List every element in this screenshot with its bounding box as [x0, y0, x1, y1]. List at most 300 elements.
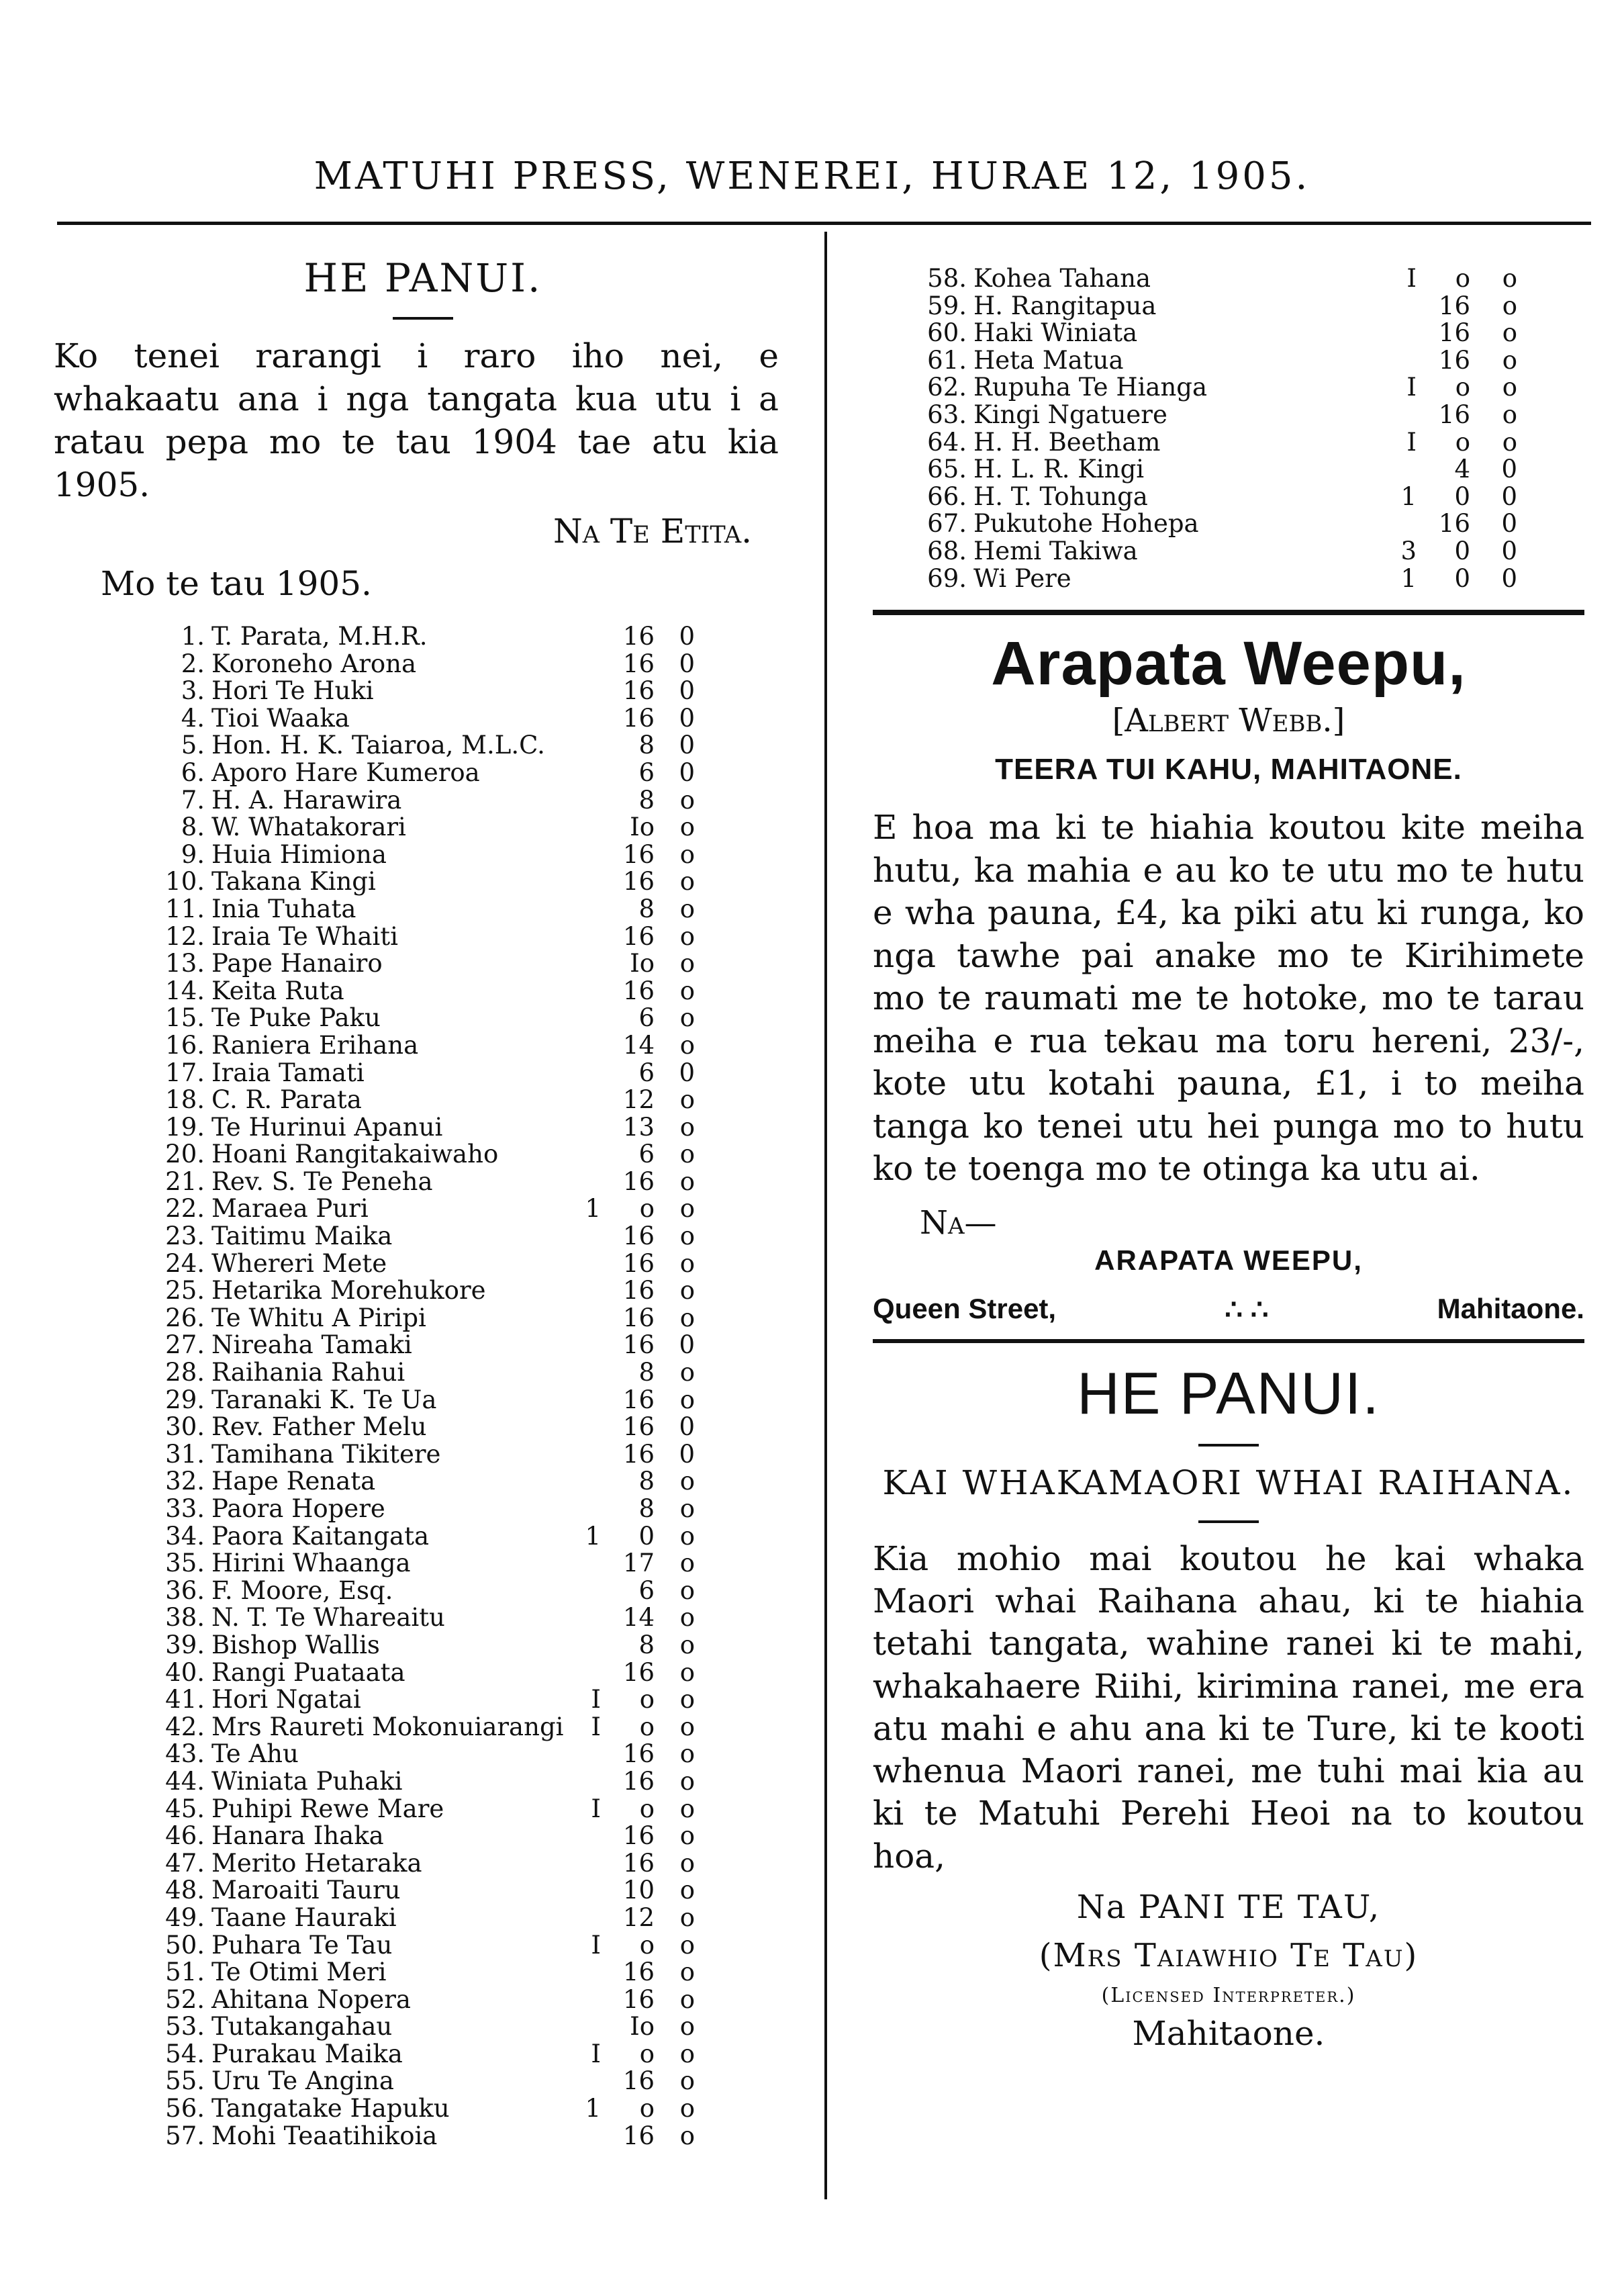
amount-shillings: 16 [1438, 291, 1470, 320]
entry-number: 5. [181, 731, 205, 760]
entry-number: 19. [165, 1112, 205, 1142]
list-row [144, 1604, 695, 1632]
ad-address-street: Queen Street, [873, 1292, 1057, 1324]
amount-pence: o [679, 1003, 695, 1033]
subscriber-name: H. Rangitapua [973, 291, 1157, 320]
list-row [900, 565, 1517, 593]
amount-shillings: 6 [638, 1058, 655, 1087]
amount-shillings: 16 [622, 1330, 655, 1360]
entry-number: 67. [927, 509, 967, 539]
subscriber-name: Uru Te Angina [211, 2066, 394, 2096]
ad-address-town: Mahitaone. [1437, 1292, 1584, 1324]
entry-number: 66. [927, 482, 967, 511]
amount-shillings: 16 [622, 1439, 655, 1469]
list-row [144, 841, 695, 869]
list-row [144, 760, 695, 787]
subscriber-name: Tioi Waaka [211, 703, 350, 733]
list-row [900, 293, 1517, 320]
subscriber-name: Hoani Rangitakaiwaho [211, 1140, 499, 1169]
list-row [144, 1277, 695, 1305]
list-row [144, 1905, 695, 1932]
entry-number: 11. [165, 894, 205, 923]
amount-pence: 0 [1501, 482, 1517, 511]
list-row [900, 265, 1517, 293]
amount-pence: o [1502, 345, 1517, 375]
list-row [144, 950, 695, 978]
amount-pounds: I [1406, 264, 1417, 293]
list-row [144, 2041, 695, 2068]
list-row [144, 1250, 695, 1278]
amount-shillings: 16 [622, 1276, 655, 1305]
list-row [144, 1223, 695, 1250]
entry-number: 2. [181, 649, 205, 678]
subscriber-name: Te Whitu A Piripi [211, 1303, 426, 1332]
subscriber-name: Hape Renata [211, 1467, 376, 1496]
amount-pence: o [679, 1712, 695, 1741]
entry-number: 46. [165, 1821, 205, 1851]
amount-pence: o [679, 1085, 695, 1115]
amount-pence: o [679, 1385, 695, 1414]
entry-number: 16. [165, 1030, 205, 1060]
amount-shillings: 16 [622, 1385, 655, 1414]
entry-number: 64. [927, 427, 967, 457]
ad-address [873, 1293, 1584, 1326]
subscriber-name: Taane Hauraki [211, 1903, 397, 1932]
entry-number: 56. [165, 2094, 205, 2123]
amount-pence: o [679, 976, 695, 1005]
subscriber-name: Inia Tuhata [211, 894, 356, 923]
subscriber-name: Hori Te Huki [211, 676, 374, 706]
list-row [144, 1686, 695, 1714]
entry-number: 23. [165, 1222, 205, 1251]
amount-pounds [574, 1141, 601, 1168]
page-header: MATUHI PRESS, WENEREI, HURAE 12, 1905. [314, 154, 1310, 198]
list-row [144, 1741, 695, 1768]
list-row [144, 1387, 695, 1414]
subscriber-name: Raihania Rahui [211, 1358, 405, 1387]
amount-pounds: I [1406, 373, 1417, 402]
amount-pounds [574, 1877, 601, 1905]
notice2-rule-2 [1198, 1520, 1259, 1523]
list-row [144, 868, 695, 896]
subscriber-name: Kohea Tahana [973, 264, 1151, 293]
notice-intro: Ko tenei rarangi i raro iho nei, e whakaatu ana i nga tangata kua utu i a ratau pepa mo te tau 1904 tae atu kia 1905. [54, 336, 779, 504]
entry-number: 17. [165, 1058, 205, 1087]
amount-shillings: 12 [622, 1085, 655, 1115]
list-row [144, 1168, 695, 1196]
amount-pence: 0 [1501, 455, 1517, 484]
amount-shillings: 16 [622, 839, 655, 869]
amount-shillings: 0 [1454, 536, 1470, 565]
amount-pence: 0 [679, 1439, 695, 1469]
list-row [900, 320, 1517, 347]
amount-pence: o [679, 949, 695, 978]
list-row [144, 1986, 695, 2014]
ad-merchant-name: Arapata Weepu, [991, 629, 1466, 698]
list-row [900, 402, 1517, 429]
amount-pounds [574, 1468, 601, 1496]
amount-pence: 0 [1501, 509, 1517, 539]
list-row [144, 1141, 695, 1168]
subscriber-name: Bishop Wallis [211, 1630, 380, 1659]
amount-pence: o [679, 1494, 695, 1523]
amount-shillings: 17 [622, 1549, 655, 1578]
amount-pence: o [679, 1685, 695, 1714]
subscriber-name: Puhara Te Tau [211, 1930, 393, 1960]
amount-pence: o [679, 1276, 695, 1305]
amount-shillings: 16 [1438, 345, 1470, 375]
subscriber-name: H. A. Harawira [211, 785, 402, 815]
entry-number: 47. [165, 1848, 205, 1878]
list-row [144, 1523, 695, 1551]
subscriber-name: Haki Winiata [973, 318, 1138, 348]
amount-pence: o [679, 2094, 695, 2123]
subscriber-name: Koroneho Arona [211, 649, 417, 678]
amount-pounds [574, 705, 601, 733]
notice2-licence: (Licensed Interpreter.) [1101, 1984, 1356, 2007]
entry-number: 35. [165, 1549, 205, 1578]
amount-pounds [1376, 293, 1417, 320]
amount-pence: o [679, 921, 695, 951]
notice-signature: Na Te Etita. [553, 512, 752, 551]
list-row [144, 1932, 695, 1960]
amount-pence: o [679, 1848, 695, 1878]
amount-shillings: o [639, 1794, 655, 1823]
amount-shillings: 16 [622, 1958, 655, 1987]
subscriber-name: Hemi Takiwa [973, 536, 1138, 565]
amount-pounds [574, 1060, 601, 1087]
amount-pounds [574, 1168, 601, 1196]
amount-pounds: 1 [585, 1194, 601, 1224]
entry-number: 48. [165, 1876, 205, 1905]
amount-pence: o [679, 813, 695, 842]
entry-number: 58. [927, 264, 967, 293]
list-row [144, 2068, 695, 2095]
amount-pounds [1376, 510, 1417, 538]
column-divider [824, 232, 827, 2199]
amount-shillings: 4 [1454, 455, 1470, 484]
subscriber-name: Mohi Teaatihikoia [211, 2121, 438, 2150]
list-row [144, 1577, 695, 1605]
left-column [54, 242, 792, 2150]
amount-pence: o [679, 1194, 695, 1224]
subscriber-name: Tamihana Tikitere [211, 1439, 441, 1469]
amount-shillings: o [639, 2094, 655, 2123]
amount-shillings: 16 [622, 1166, 655, 1196]
list-row [144, 1060, 695, 1087]
amount-shillings: 16 [622, 1657, 655, 1687]
amount-shillings: 6 [638, 758, 655, 787]
list-row [144, 1550, 695, 1577]
amount-shillings: 16 [1438, 509, 1470, 539]
amount-shillings: 16 [622, 649, 655, 678]
amount-pence: o [679, 1630, 695, 1659]
entry-number: 52. [165, 1984, 205, 2014]
list-row [144, 1332, 695, 1359]
header-rule [57, 222, 1591, 225]
list-row [144, 678, 695, 705]
amount-pence: o [1502, 264, 1517, 293]
entry-number: 32. [165, 1467, 205, 1496]
amount-shillings: Io [630, 813, 655, 842]
notice2-place: Mahitaone. [1132, 2014, 1325, 2053]
subscriber-name: Purakau Maika [211, 2039, 403, 2068]
subscriber-name: Rangi Puataata [211, 1657, 405, 1687]
subscriber-name: H. L. R. Kingi [973, 455, 1145, 484]
amount-shillings: 8 [638, 1467, 655, 1496]
amount-pounds [574, 1632, 601, 1659]
amount-pence: o [1502, 373, 1517, 402]
amount-pence: o [679, 2066, 695, 2096]
list-row [144, 1359, 695, 1387]
notice2-title: HE PANUI. [1077, 1359, 1380, 1426]
amount-pounds [574, 923, 601, 951]
amount-pounds: 3 [1400, 536, 1417, 565]
amount-pounds [574, 2013, 601, 2041]
amount-pounds [1376, 456, 1417, 484]
amount-shillings: o [639, 1930, 655, 1960]
amount-pounds [574, 2123, 601, 2150]
entry-number: 8. [181, 813, 205, 842]
amount-pounds [574, 732, 601, 760]
entry-number: 24. [165, 1248, 205, 1278]
amount-pounds [574, 1550, 601, 1577]
amount-pounds [574, 1332, 601, 1359]
amount-pence: o [679, 1467, 695, 1496]
amount-pence: o [679, 839, 695, 869]
amount-shillings: 0 [1454, 482, 1470, 511]
subscriber-name: Keita Ruta [211, 976, 344, 1005]
amount-pounds: I [591, 1712, 601, 1741]
subscriber-name: T. Parata, M.H.R. [211, 622, 428, 651]
amount-pence: 0 [679, 676, 695, 706]
amount-pence: o [679, 1303, 695, 1332]
amount-shillings: 16 [622, 1821, 655, 1851]
amount-shillings: 8 [638, 1630, 655, 1659]
list-row [144, 923, 695, 951]
subscriber-name: F. Moore, Esq. [211, 1575, 393, 1605]
list-row [900, 484, 1517, 511]
subscriber-name: Tangatake Hapuku [211, 2094, 450, 2123]
amount-pence: 0 [679, 622, 695, 651]
amount-pounds [574, 760, 601, 787]
amount-pounds [574, 950, 601, 978]
ad-location: TEERA TUI KAHU, MAHITAONE. [995, 753, 1462, 786]
amount-pounds [574, 651, 601, 678]
amount-pence: o [1502, 427, 1517, 457]
amount-pence: o [679, 785, 695, 815]
amount-shillings: 16 [1438, 400, 1470, 429]
amount-shillings: Io [630, 949, 655, 978]
amount-shillings: 16 [622, 1766, 655, 1796]
amount-pence: o [679, 894, 695, 923]
subscriber-name: Aporo Hare Kumeroa [211, 758, 480, 787]
subscriber-name: C. R. Parata [211, 1085, 362, 1115]
amount-pounds [574, 787, 601, 815]
amount-pounds [574, 2068, 601, 2095]
list-row [144, 1796, 695, 1823]
list-row [144, 1305, 695, 1332]
amount-shillings: 16 [622, 1248, 655, 1278]
entry-number: 50. [165, 1930, 205, 1960]
amount-pounds [574, 1959, 601, 1986]
list-row [144, 814, 695, 841]
amount-pounds: 1 [1400, 563, 1417, 593]
amount-pounds [1376, 347, 1417, 375]
amount-pence: 0 [679, 758, 695, 787]
subscriber-name: Maroaiti Tauru [211, 1876, 401, 1905]
entry-number: 53. [165, 2012, 205, 2042]
entry-number: 61. [927, 345, 967, 375]
list-row [144, 1659, 695, 1687]
amount-shillings: 16 [622, 1848, 655, 1878]
list-row [144, 1959, 695, 1986]
amount-pounds [574, 814, 601, 841]
entry-number: 14. [165, 976, 205, 1005]
list-row [144, 1005, 695, 1032]
list-row [144, 2013, 695, 2041]
subscriber-name: Tutakangahau [211, 2012, 393, 2042]
entry-number: 40. [165, 1657, 205, 1687]
subscriber-name: Te Puke Paku [211, 1003, 381, 1033]
amount-shillings: o [1455, 373, 1470, 402]
amount-shillings: 10 [622, 1876, 655, 1905]
list-row [900, 510, 1517, 538]
entry-number: 10. [165, 867, 205, 897]
entry-number: 44. [165, 1766, 205, 1796]
amount-pounds: I [1406, 427, 1417, 457]
entry-number: 55. [165, 2066, 205, 2096]
amount-pence: o [679, 1549, 695, 1578]
amount-pence: o [679, 1140, 695, 1169]
subscriber-name: Heta Matua [973, 345, 1124, 375]
entry-number: 21. [165, 1166, 205, 1196]
amount-shillings: 16 [622, 2066, 655, 2096]
amount-pounds [574, 978, 601, 1005]
notice2-signer: Na PANI TE TAU, [1076, 1888, 1381, 1926]
amount-pounds [574, 1741, 601, 1768]
subscriber-name: Hetarika Morehukore [211, 1276, 486, 1305]
entry-number: 26. [165, 1303, 205, 1332]
entry-number: 4. [181, 703, 205, 733]
entry-number: 31. [165, 1439, 205, 1469]
subscriber-name: Nireaha Tamaki [211, 1330, 412, 1360]
amount-shillings: 16 [622, 703, 655, 733]
list-row [144, 1850, 695, 1878]
entry-number: 41. [165, 1685, 205, 1714]
subscriber-name: Merito Hetaraka [211, 1848, 422, 1878]
list-row [900, 538, 1517, 565]
amount-pence: o [679, 1222, 695, 1251]
entry-number: 69. [927, 563, 967, 593]
subscriber-name: Iraia Tamati [211, 1058, 365, 1087]
subscriber-name: Mrs Raureti Mokonuiarangi [211, 1712, 564, 1741]
entry-number: 42. [165, 1712, 205, 1741]
amount-pounds [574, 1305, 601, 1332]
subscriber-name: Hori Ngatai [211, 1685, 361, 1714]
amount-pence: o [679, 2039, 695, 2068]
subscriber-name: Paora Hopere [211, 1494, 385, 1523]
subscriber-name: Pape Hanairo [211, 949, 383, 978]
amount-shillings: 16 [622, 1984, 655, 2014]
section-rule [873, 610, 1584, 615]
subscriber-name: Maraea Puri [211, 1194, 369, 1224]
amount-pence: o [679, 1821, 695, 1851]
subscriber-name: H. H. Beetham [973, 427, 1161, 457]
amount-pounds [574, 1441, 601, 1469]
list-row [144, 2095, 695, 2123]
entry-number: 33. [165, 1494, 205, 1523]
list-row [144, 787, 695, 815]
subscriber-name: Ahitana Nopera [211, 1984, 411, 2014]
entry-number: 27. [165, 1330, 205, 1360]
entry-number: 25. [165, 1276, 205, 1305]
entry-number: 22. [165, 1194, 205, 1224]
amount-shillings: 0 [638, 1521, 655, 1551]
subscriber-name: Hirini Whaanga [211, 1549, 411, 1578]
amount-pence: o [1502, 291, 1517, 320]
ad-merchant-alias: [Albert Webb.] [1112, 702, 1345, 740]
entry-number: 34. [165, 1521, 205, 1551]
amount-pounds [574, 1577, 601, 1605]
amount-pounds [574, 1250, 601, 1278]
list-row [144, 1414, 695, 1441]
amount-shillings: 14 [622, 1603, 655, 1633]
amount-pounds [574, 1986, 601, 2014]
amount-shillings: 16 [622, 1303, 655, 1332]
amount-pence: o [679, 1030, 695, 1060]
amount-shillings: 8 [638, 1358, 655, 1387]
subscriber-name: Whereri Mete [211, 1248, 387, 1278]
amount-pence: o [1502, 318, 1517, 348]
subscriber-list-right [900, 265, 1517, 592]
amount-pounds [574, 678, 601, 705]
amount-pounds: 1 [585, 2094, 601, 2123]
amount-pounds [574, 1414, 601, 1441]
subscriber-name: N. T. Te Whareaitu [211, 1603, 445, 1633]
entry-number: 3. [181, 676, 205, 706]
amount-pence: o [679, 1358, 695, 1387]
list-row [144, 705, 695, 733]
subscriber-name: Te Otimi Meri [211, 1958, 387, 1987]
amount-pence: o [679, 1766, 695, 1796]
notice2-body: Kia mohio mai koutou he kai whaka Maori whai Raihana ahau, ki te hiahia tetahi tangata, wahine ranei ki te mahi, whakahaere Riihi, kirimina ranei, me era atu mahi e ahu ana ki te Ture, ki te kooti whenua Maori ranei, me tuhi mai kia au ki te Matuhi Perehi Heoi na to koutou hoa, [873, 1539, 1584, 1876]
amount-shillings: 16 [622, 1739, 655, 1769]
amount-shillings: 6 [638, 1575, 655, 1605]
amount-shillings: o [1455, 264, 1470, 293]
entry-number: 49. [165, 1903, 205, 1932]
list-row [144, 1632, 695, 1659]
entry-number: 54. [165, 2039, 205, 2068]
list-row [900, 429, 1517, 457]
amount-pounds [574, 1005, 601, 1032]
ad-na: Na— [920, 1203, 997, 1242]
amount-pence: o [1502, 400, 1517, 429]
subscriber-name: Rupuha Te Hianga [973, 373, 1208, 402]
amount-pence: 0 [679, 703, 695, 733]
notice2-signer-alias: (Mrs Taiawhio Te Tau) [1039, 1937, 1419, 1974]
amount-pence: o [679, 2121, 695, 2150]
amount-pounds [574, 1604, 601, 1632]
amount-shillings: 14 [622, 1030, 655, 1060]
entry-number: 39. [165, 1630, 205, 1659]
amount-pence: o [679, 1876, 695, 1905]
list-row [144, 1114, 695, 1142]
subscriber-name: H. T. Tohunga [973, 482, 1148, 511]
entry-number: 1. [181, 622, 205, 651]
amount-pence: 0 [1501, 536, 1517, 565]
amount-shillings: 16 [622, 1222, 655, 1251]
